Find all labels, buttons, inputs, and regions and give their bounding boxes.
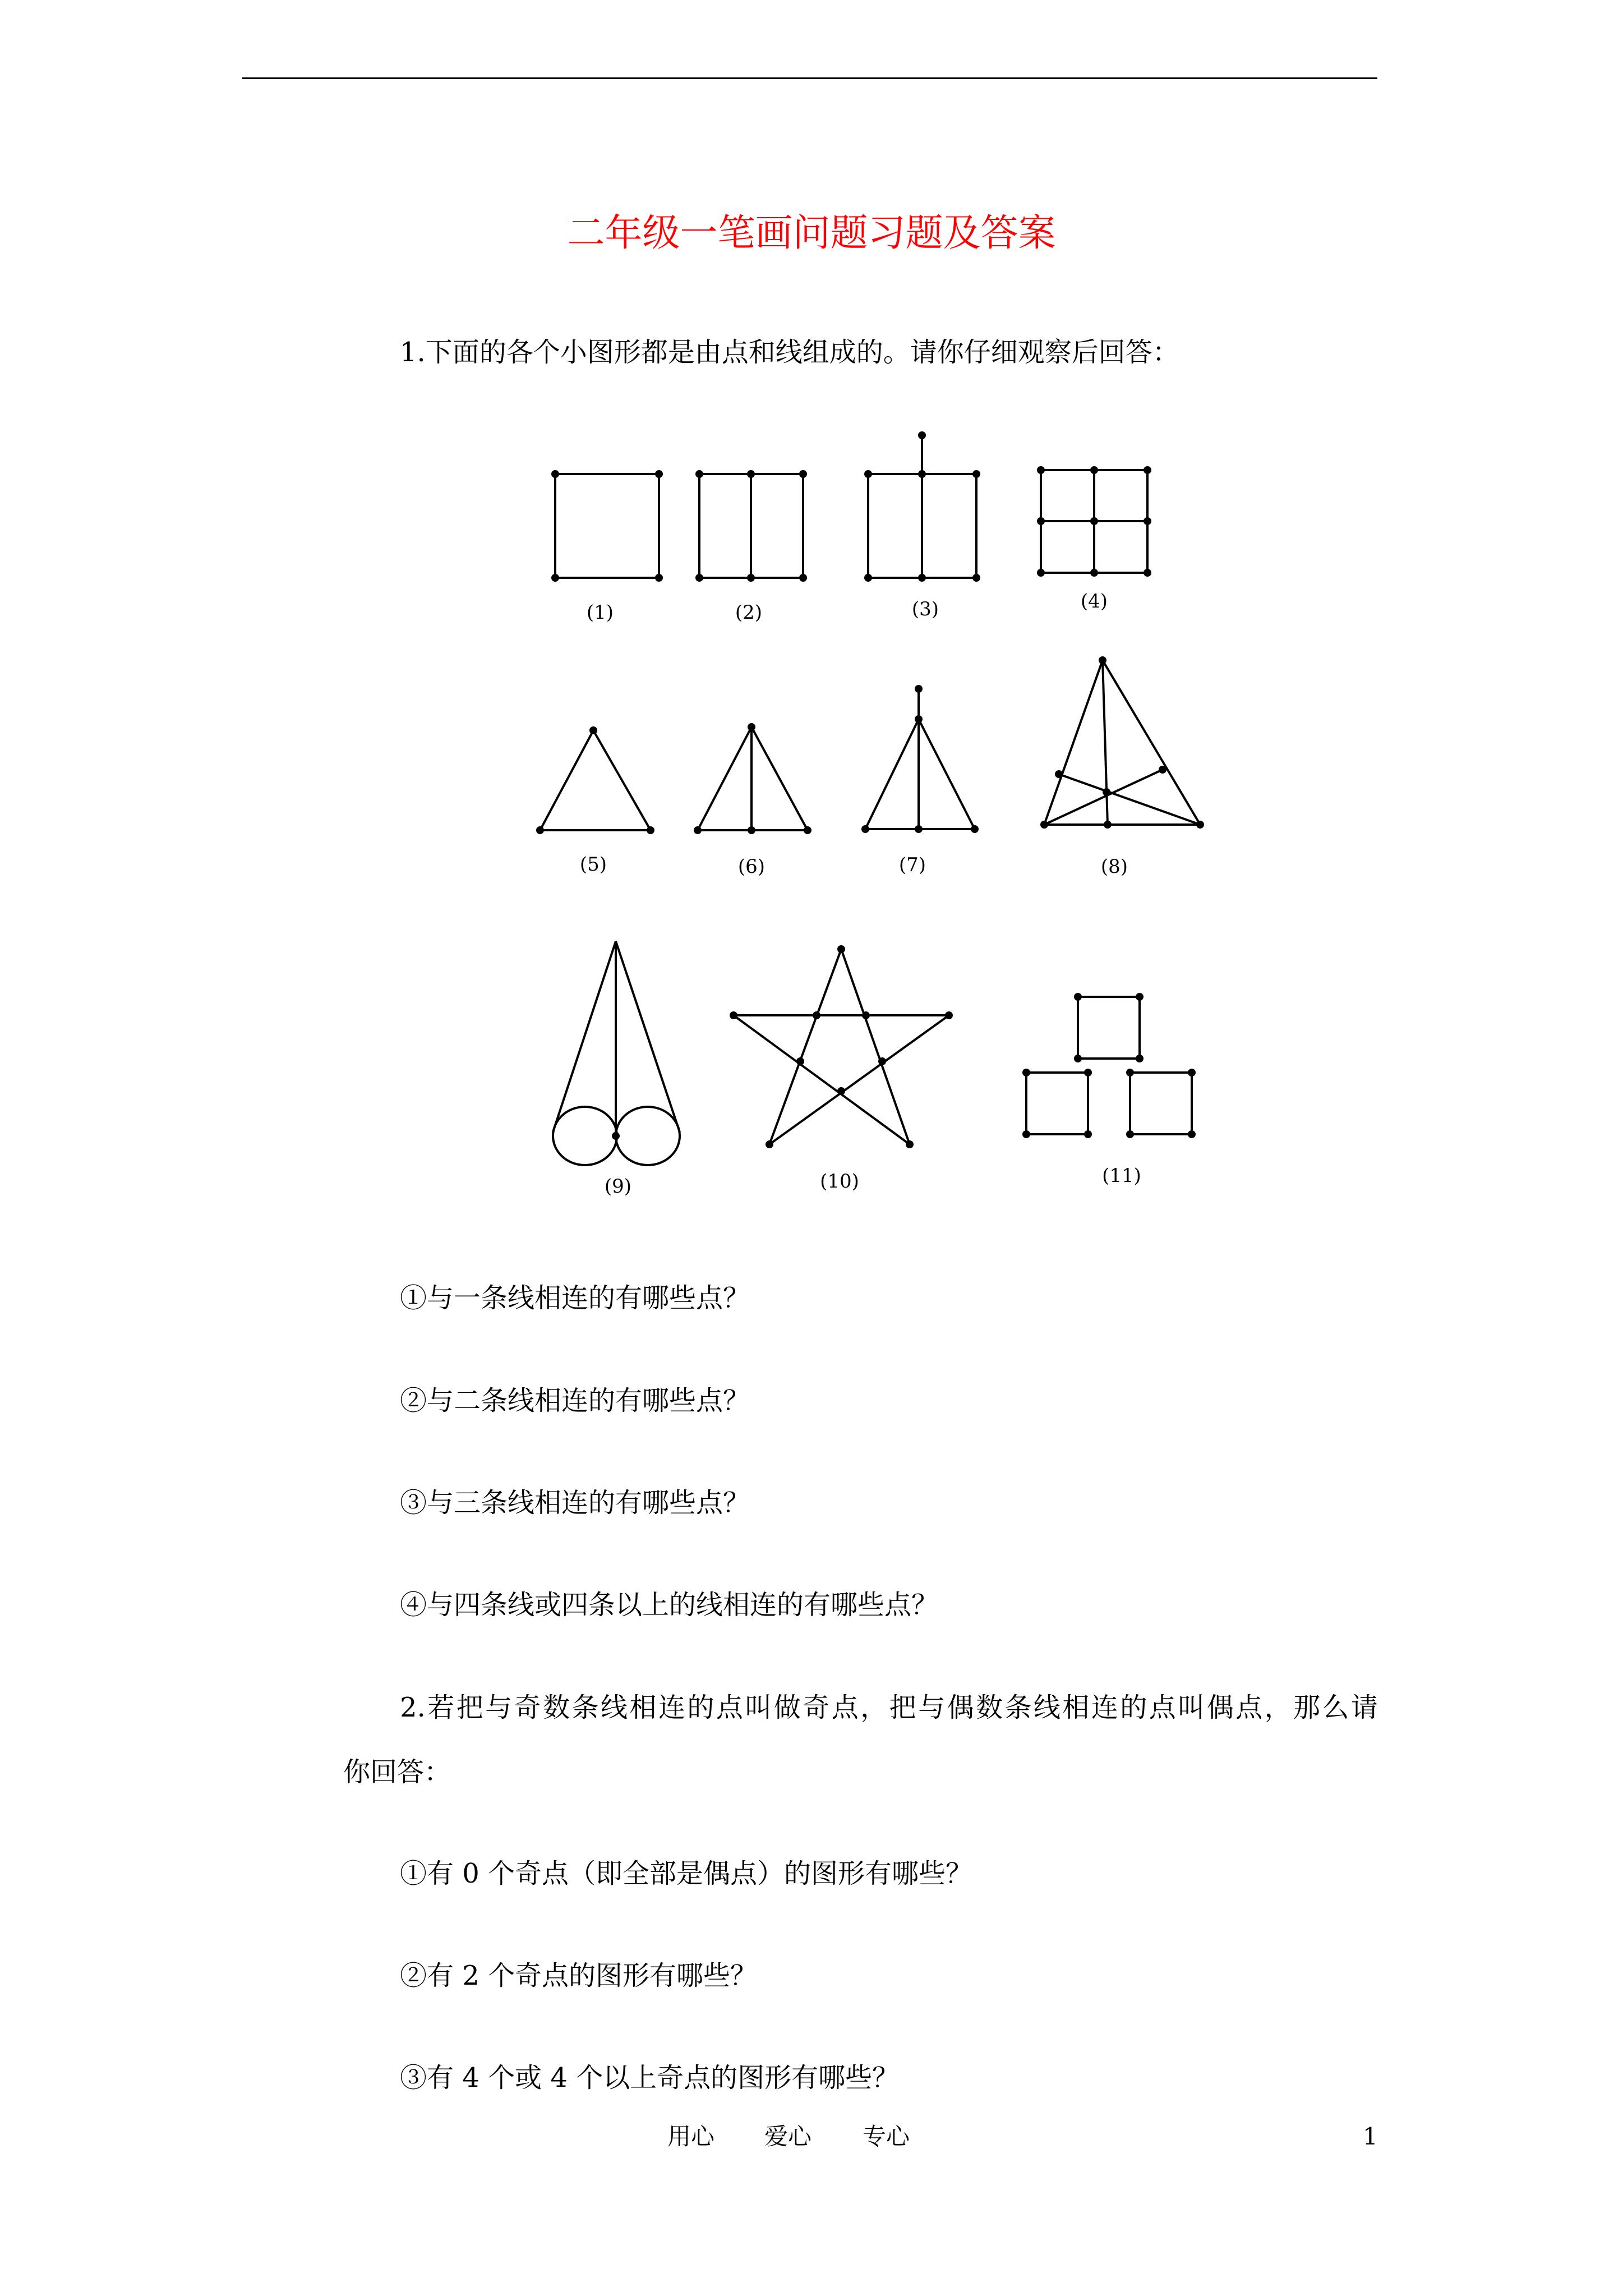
figure-2 (699, 474, 803, 578)
figure-label-11: (11) (1102, 1165, 1141, 1187)
figure-11 (1026, 997, 1192, 1134)
page-number: 1 (1363, 2123, 1378, 2150)
footer-motto-2: 爱心 (764, 2123, 812, 2150)
question-2-stem-line-2: 你回答： (343, 1756, 451, 1788)
figure-1 (555, 474, 659, 578)
figure-label-8: (8) (1100, 855, 1128, 878)
question-1-sub-2: ②与二条线相连的有哪些点？ (400, 1385, 750, 1416)
figure-8 (1044, 660, 1200, 825)
footer-motto-1: 用心 (667, 2123, 715, 2150)
figure-label-9: (9) (604, 1175, 632, 1198)
question-2-sub-3: ③有 4 个或 4 个以上奇点的图形有哪些？ (400, 2062, 900, 2093)
figure-9 (553, 941, 680, 1165)
question-1-sub-1: ①与一条线相连的有哪些点？ (400, 1282, 750, 1314)
footer-motto-3: 专心 (863, 2123, 910, 2150)
question-2-sub-2: ②有 2 个奇点的图形有哪些？ (400, 1960, 758, 1991)
figure-3 (868, 435, 976, 578)
figure-label-4: (4) (1080, 590, 1108, 613)
figure-label-3: (3) (911, 598, 939, 620)
figure-7 (865, 689, 975, 829)
page-title: 二年级一笔画问题习题及答案 (567, 211, 1056, 255)
question-1-stem: 1.下面的各个小图形都是由点和线组成的。请你仔细观察后回答： (400, 337, 1179, 368)
figure-label-1: (1) (586, 601, 614, 624)
figure-5 (540, 730, 651, 830)
figure-label-5: (5) (579, 853, 607, 876)
figure-6 (698, 727, 808, 830)
question-1-sub-4: ④与四条线或四条以上的线相连的有哪些点？ (400, 1589, 939, 1621)
figure-label-6: (6) (737, 855, 766, 878)
figure-10 (734, 949, 949, 1144)
question-2-sub-1: ①有 0 个奇点（即全部是偶点）的图形有哪些？ (400, 1858, 973, 1889)
question-2-stem-line-1: 2.若把与奇数条线相连的点叫做奇点，把与偶数条线相连的点叫偶点，那么请 (400, 1692, 1378, 1723)
figure-label-10: (10) (820, 1170, 859, 1193)
figure-label-7: (7) (898, 854, 926, 876)
figure-label-2: (2) (735, 601, 763, 624)
question-1-sub-3: ③与三条线相连的有哪些点？ (400, 1487, 750, 1519)
